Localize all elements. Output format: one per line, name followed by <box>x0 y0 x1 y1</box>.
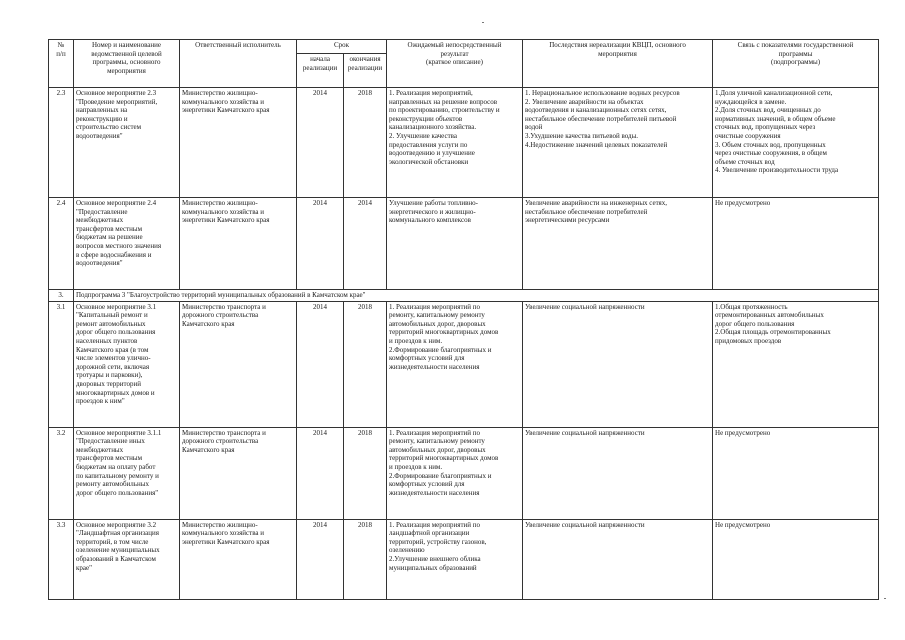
row-executor: Министерство жилищно- коммунального хозяйства и энергетики Камчатского края <box>180 198 297 290</box>
row-num: 3.1 <box>49 301 74 427</box>
row-start: 2014 <box>297 427 344 519</box>
header-executor: Ответственный исполнитель <box>180 40 297 88</box>
table-row <box>49 301 879 427</box>
table-row <box>49 88 879 198</box>
header-end: окончания реализации <box>344 54 387 88</box>
table-row <box>49 198 879 290</box>
row-consequences: Увеличение социальной напряженности <box>523 427 713 519</box>
row-num: 3.3 <box>49 519 74 599</box>
scan-speck <box>482 22 484 23</box>
table-header-row <box>49 40 879 54</box>
scan-speck <box>884 598 886 599</box>
header-term: Срок <box>297 40 387 54</box>
row-num: 2.4 <box>49 198 74 290</box>
row-consequences: Увеличение социальной напряженности <box>523 301 713 427</box>
row-indicators: Не предусмотрено <box>713 519 879 599</box>
row-start: 2014 <box>297 519 344 599</box>
row-name: Основное мероприятие 2.3 "Проведение мероприятий, направленных на реконструкцию и строительство систем водоотведения" <box>74 88 180 198</box>
row-result: Улучшение работы топливно- энергетического и жилищно- коммунального комплексов <box>387 198 523 290</box>
row-executor: Министерство жилищно- коммунального хозяйства и энергетики Камчатского края <box>180 88 297 198</box>
row-consequences: Увеличение аварийности на инженерных сетях, нестабильное обеспечение потребителей энергетическими ресурсами <box>523 198 713 290</box>
row-result: 1. Реализация мероприятий по ландшафтной организации территорий, устройству газонов, озеленению 2.Улучшение внешнего облика муниципальных образований <box>387 519 523 599</box>
row-num: 3.2 <box>49 427 74 519</box>
subprogram-title: Подпрограмма 3 "Благоустройство территорий муниципальных образований в Камчатском крае" <box>74 290 879 302</box>
row-indicators: Не предусмотрено <box>713 427 879 519</box>
subprogram-num: 3. <box>49 290 74 302</box>
header-num: № п/п <box>49 40 74 88</box>
program-table <box>48 39 879 600</box>
row-executor: Министерство транспорта и дорожного строительства Камчатского края <box>180 427 297 519</box>
row-start: 2014 <box>297 88 344 198</box>
row-end: 2014 <box>344 198 387 290</box>
row-end: 2018 <box>344 301 387 427</box>
header-name: Номер и наименование ведомственной целевой программы, основного мероприятия <box>74 40 180 88</box>
row-end: 2018 <box>344 519 387 599</box>
row-name: Основное мероприятие 3.1.1 "Предоставление иных межбюджетных трансфертов местным бюджетам на оплату работ по капитальному ремонту и ремонту автомобильных дорог общего пользования" <box>74 427 180 519</box>
row-start: 2014 <box>297 198 344 290</box>
row-end: 2018 <box>344 427 387 519</box>
row-result: 1. Реализация мероприятий по ремонту, капитальному ремонту автомобильных дорог, дворовых территорий многоквартирных домов и проездов к ним. 2.Формирование благоприятных и комфортных условий для жизнедеятельности населения <box>387 427 523 519</box>
row-result: 1. Реализация мероприятий, направленных на решение вопросов по проектированию, строительству и реконструкции объектов канализационного хозяйства. 2. Улучшение качества предоставления услуги по водоотведению и улучшение экологической обстановки <box>387 88 523 198</box>
row-name: Основное мероприятие 3.1 "Капитальный ремонт и ремонт автомобильных дорог общего пользования населенных пунктов Камчатского края (в том числе элементов улично- дорожной сети, включая тротуары и парковки), дворовых территорий многоквартирных домов и проездов к ним" <box>74 301 180 427</box>
header-start: начала реализации <box>297 54 344 88</box>
row-executor: Министерство транспорта и дорожного строительства Камчатского края <box>180 301 297 427</box>
subprogram-row <box>49 290 879 302</box>
row-consequences: Увеличение социальной напряженности <box>523 519 713 599</box>
header-result: Ожидаемый непосредственный результат (краткое описание) <box>387 40 523 88</box>
row-end: 2018 <box>344 88 387 198</box>
header-indicators: Связь с показателями государственной программы (подпрограммы) <box>713 40 879 88</box>
table-row <box>49 427 879 519</box>
row-indicators: Не предусмотрено <box>713 198 879 290</box>
row-result: 1. Реализация мероприятий по ремонту, капитальному ремонту автомобильных дорог, дворовых территорий многоквартирных домов и проездов к ним. 2.Формирование благоприятных и комфортных условий для жизнедеятельности населения <box>387 301 523 427</box>
row-executor: Министерство жилищно- коммунального хозяйства и энергетики Камчатского края <box>180 519 297 599</box>
row-name: Основное мероприятие 3.2 "Ландшафтная организация территорий, в том числе озеленение муниципальных образований в Камчатском крае" <box>74 519 180 599</box>
row-start: 2014 <box>297 301 344 427</box>
row-indicators: 1.Доля уличной канализационной сети, нуждающейся в замене. 2.Доля сточных вод, очищенных до нормативных значений, в общем объеме сточных вод, пропущенных через очистные сооружения 3. Объем сточных вод, пропущенных через очистные сооружения, в общем объеме сточных вод 4. Увеличение производительности труда <box>713 88 879 198</box>
row-indicators: 1.Общая протяженность отремонтированных автомобильных дорог общего пользования 2.Общая площадь отремонтированных придомовых проездов <box>713 301 879 427</box>
row-name: Основное мероприятие 2.4 "Предоставление межбюджетных трансфертов местным бюджетам на решение вопросов местного значения в сфере водоснабжения и водоотведения" <box>74 198 180 290</box>
table-row <box>49 519 879 599</box>
header-consequences: Последствия нереализации КВЦП, основного мероприятия <box>523 40 713 88</box>
row-num: 2.3 <box>49 88 74 198</box>
row-consequences: 1. Нерациональное использование водных ресурсов 2. Увеличение аварийности на объектах водоотведения и канализационных сетях сетях, нестабильное обеспечение потребителей питьевой водой 3.Ухудшение качества питьевой воды. 4.Недостижение значений целевых показателей <box>523 88 713 198</box>
